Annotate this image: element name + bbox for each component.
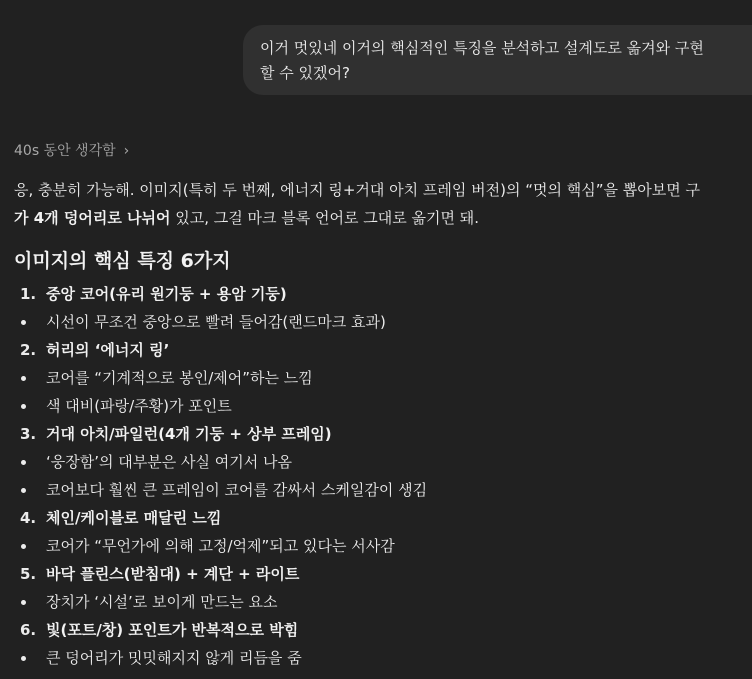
feature-bullet: [0, 308, 752, 336]
feature-item: [0, 336, 752, 364]
thinking-toggle[interactable]: [14, 140, 129, 162]
feature-bullet: [0, 532, 752, 560]
feature-bullet: [0, 364, 752, 392]
feature-number: 2.: [20, 341, 37, 359]
thinking-label: 40s 동안 생각함: [14, 143, 116, 159]
feature-number: 3.: [20, 425, 37, 443]
feature-title: 빛(포트/창) 포인트가 반복적으로 박힘: [46, 621, 299, 639]
bullet-dot-icon: [21, 320, 26, 325]
feature-bullet: [0, 448, 752, 476]
user-message-bubble: [243, 25, 752, 95]
user-message-line-1: 이거 멋있네 이거의 핵심적인 특징을 분석하고 설계도로 옮겨와 구현: [260, 39, 704, 57]
feature-title: 허리의 ‘에너지 링’: [46, 341, 170, 359]
feature-item: [0, 504, 752, 532]
user-message-line-2: 할 수 있겠어?: [260, 64, 350, 82]
feature-bullet-text: 시선이 무조건 중앙으로 빨려 들어감(랜드마크 효과): [46, 313, 386, 331]
feature-bullet-text: 큰 덩어리가 밋밋해지지 않게 리듬을 줌: [46, 649, 302, 667]
intro-line-2: [14, 204, 700, 232]
feature-list: [0, 280, 752, 672]
feature-item: [0, 280, 752, 308]
chevron-right-icon: ›: [123, 143, 130, 159]
feature-bullet: [0, 392, 752, 420]
bullet-dot-icon: [21, 460, 26, 465]
feature-title: 체인/케이블로 매달린 느낌: [46, 509, 222, 527]
feature-bullet-text: 코어가 “무언가에 의해 고정/억제”되고 있다는 서사감: [46, 537, 395, 555]
feature-item: [0, 420, 752, 448]
feature-bullet-text: ‘웅장함’의 대부분은 사실 여기서 나옴: [46, 453, 292, 471]
feature-bullet: [0, 588, 752, 616]
feature-bullet-text: 색 대비(파랑/주황)가 포인트: [46, 397, 232, 415]
intro-line-2-rest: 있고, 그걸 마크 블록 언어로 그대로 옮기면 돼.: [170, 209, 480, 227]
intro-line-1: 응, 충분히 가능해. 이미지(특히 두 번째, 에너지 링+거대 아치 프레임 버전)의 “멋의 핵심”을 뽑아보면 구: [14, 181, 700, 199]
bullet-dot-icon: [21, 404, 26, 409]
bullet-dot-icon: [21, 600, 26, 605]
feature-number: 6.: [20, 621, 37, 639]
feature-title: 바닥 플린스(받침대) + 계단 + 라이트: [46, 565, 300, 583]
assistant-intro: [14, 176, 700, 232]
feature-bullet-text: 장치가 ‘시설’로 보이게 만드는 요소: [46, 593, 278, 611]
feature-title: 중앙 코어(유리 원기둥 + 용암 기둥): [46, 285, 287, 303]
section-heading: 이미지의 핵심 특징 6가지: [14, 250, 231, 272]
bullet-dot-icon: [21, 656, 26, 661]
feature-number: 1.: [20, 285, 37, 303]
feature-bullet-text: 코어보다 훨씬 큰 프레임이 코어를 감싸서 스케일감이 생김: [46, 481, 428, 499]
feature-item: [0, 560, 752, 588]
bullet-dot-icon: [21, 488, 26, 493]
bullet-dot-icon: [21, 544, 26, 549]
feature-bullet-text: 코어를 “기계적으로 봉인/제어”하는 느낌: [46, 369, 313, 387]
feature-bullet: [0, 476, 752, 504]
bullet-dot-icon: [21, 376, 26, 381]
feature-title: 거대 아치/파일런(4개 기둥 + 상부 프레임): [46, 425, 332, 443]
feature-bullet: [0, 644, 752, 672]
feature-item: [0, 616, 752, 644]
feature-number: 4.: [20, 509, 37, 527]
feature-number: 5.: [20, 565, 37, 583]
intro-line-2-bold: 가 4개 덩어리로 나뉘어: [14, 209, 171, 227]
